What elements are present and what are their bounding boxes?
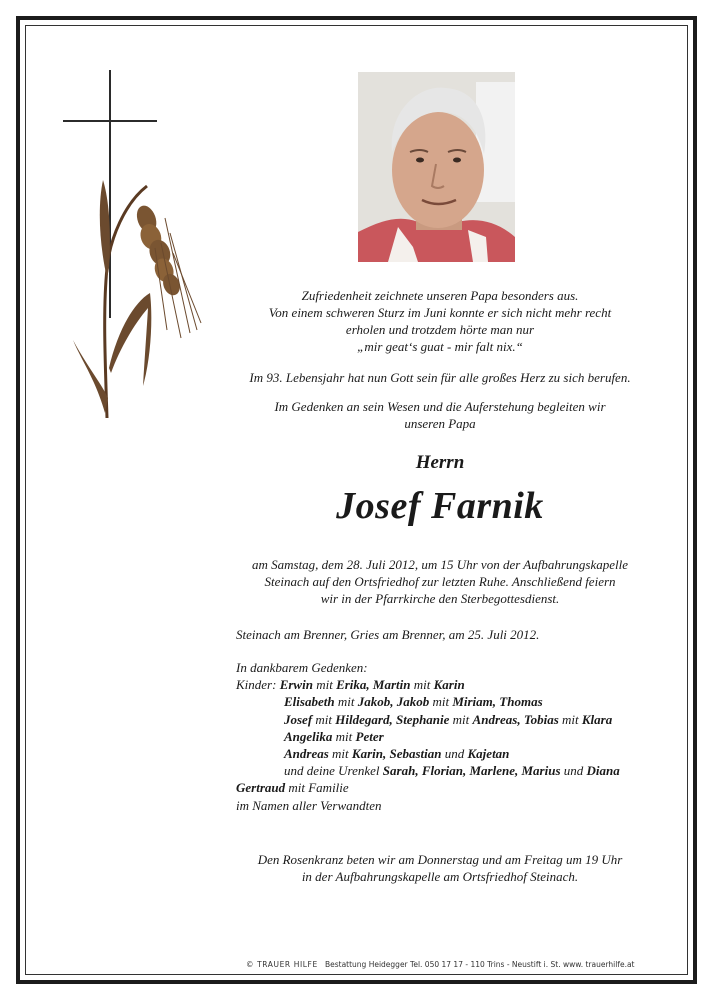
kin-name: Andreas bbox=[284, 746, 329, 762]
kin-connector: mit bbox=[312, 677, 337, 693]
sibling-line bbox=[236, 779, 676, 796]
kin-connector: mit bbox=[558, 711, 582, 727]
children-label: Kinder: bbox=[236, 677, 277, 693]
deceased-name: Josef Farnik bbox=[336, 485, 544, 527]
memory-block bbox=[180, 398, 700, 432]
kin-name: Angelika bbox=[284, 728, 333, 744]
kin-connector: mit bbox=[410, 677, 434, 693]
kin-name: Elisabeth bbox=[284, 694, 335, 710]
kin-name: Josef bbox=[284, 711, 313, 727]
memory-line: Im Gedenken an sein Wesen und die Auferstehung begleiten wir bbox=[274, 399, 606, 414]
kin-connector: mit bbox=[334, 694, 358, 710]
quote-line: „mir geat‘s guat - mir falt nix.“ bbox=[357, 339, 523, 354]
relatives-line: im Namen aller Verwandten bbox=[236, 797, 382, 813]
rosary-line: Den Rosenkranz beten wir am Donnerstag und am Freitag um 19 Uhr bbox=[257, 852, 623, 867]
place-date: Steinach am Brenner, Gries am Brenner, am 25. Juli 2012. bbox=[236, 627, 540, 642]
kin-name: Sarah, Florian, Marlene, Marius bbox=[382, 763, 561, 779]
kin-name: Gertraud bbox=[236, 780, 286, 796]
funeral-line: wir in der Pfarrkirche den Sterbegottesdienst. bbox=[320, 591, 560, 606]
kin-line bbox=[236, 693, 676, 710]
kin-connector: und deine Urenkel bbox=[284, 763, 383, 779]
kin-connector: mit Familie bbox=[285, 780, 349, 796]
funeral-block bbox=[180, 556, 700, 607]
salutation: Herrn bbox=[415, 452, 465, 473]
footer-contact: Bestattung Heidegger Tel. 050 17 17 - 110 Trins - Neustift i. St. www. trauerhilfe.at bbox=[324, 960, 635, 969]
kin-name: Miriam, Thomas bbox=[452, 694, 543, 710]
kin-connector: mit bbox=[429, 694, 453, 710]
footer bbox=[246, 960, 635, 969]
kin-line bbox=[280, 677, 465, 692]
kin-name: Klara bbox=[581, 711, 613, 727]
kin-connector: und bbox=[441, 746, 468, 762]
footer-brand: © TRAUER HILFE bbox=[246, 960, 318, 969]
kin-name: Hildegard, Stephanie bbox=[335, 711, 450, 727]
kin-line bbox=[236, 711, 676, 728]
quote-line: erholen und trotzdem hörte man nur bbox=[345, 322, 535, 337]
kin-name: Erika, Martin bbox=[336, 677, 411, 693]
kin-name: Andreas, Tobias bbox=[472, 711, 559, 727]
rosary-line: in der Aufbahrungskapelle am Ortsfriedhof Steinach. bbox=[301, 869, 579, 884]
kin-line bbox=[236, 728, 676, 745]
portrait-photo bbox=[358, 72, 515, 262]
mourners-list bbox=[236, 659, 676, 814]
children-row bbox=[236, 676, 676, 693]
kin-connector: mit bbox=[312, 711, 336, 727]
kin-name: Kajetan bbox=[467, 746, 510, 762]
kin-name: Diana bbox=[586, 763, 620, 779]
funeral-line: Steinach auf den Ortsfriedhof zur letzten Ruhe. Anschließend feiern bbox=[264, 574, 616, 589]
kin-line bbox=[236, 762, 676, 779]
kin-line bbox=[236, 745, 676, 762]
kin-name: Peter bbox=[355, 728, 384, 744]
memory-line: unseren Papa bbox=[404, 416, 476, 431]
kin-connector: mit bbox=[332, 728, 356, 744]
kin-connector: und bbox=[560, 763, 587, 779]
kin-name: Erwin bbox=[279, 677, 313, 693]
kin-connector: mit bbox=[449, 711, 473, 727]
age-line: Im 93. Lebensjahr hat nun Gott sein für alle großes Herz zu sich berufen. bbox=[249, 370, 631, 385]
rosary-block bbox=[180, 851, 700, 885]
kin-name: Jakob, Jakob bbox=[357, 694, 430, 710]
quote-line: Von einem schweren Sturz im Juni konnte er sich nicht mehr recht bbox=[268, 305, 612, 320]
gratitude-heading: In dankbarem Gedenken: bbox=[236, 660, 368, 675]
kin-name: Karin, Sebastian bbox=[351, 746, 442, 762]
funeral-line: am Samstag, dem 28. Juli 2012, um 15 Uhr von der Aufbahrungskapelle bbox=[251, 557, 628, 572]
quote-line: Zufriedenheit zeichnete unseren Papa besonders aus. bbox=[301, 288, 579, 303]
kin-connector: mit bbox=[328, 746, 352, 762]
quote-block bbox=[180, 287, 700, 355]
kin-name: Karin bbox=[433, 677, 465, 693]
